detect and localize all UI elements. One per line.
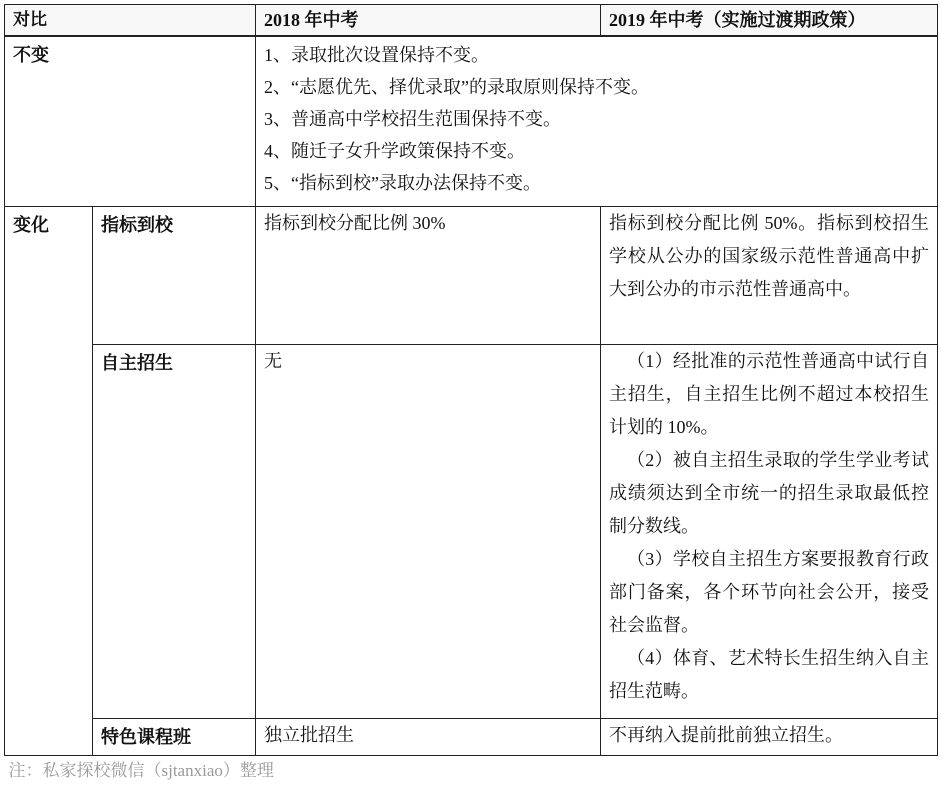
list-item: （4）体育、艺术特长生招生纳入自主招生范畴。 [609,647,929,701]
list-item: （1）经批准的示范性普通高中试行自主招生，自主招生比例不超过本校招生计划的 10%。 [609,350,929,437]
note-row [5,755,938,786]
unchanged-row [5,36,938,206]
header-compare: 对比 [5,5,256,37]
list-item: （3）学校自主招生方案要报教育行政部门备案，各个环节向社会公开，接受社会监督。 [609,548,929,635]
unchanged-label: 不变 [5,36,256,206]
changed-label: 变化 [5,206,93,755]
cell-2019-quota: 指标到校分配比例 50%。指标到校招生学校从公办的国家级示范性普通高中扩大到公办的市示范性普通高中。 [601,206,938,344]
unchanged-items-cell [256,36,938,206]
row-label-special-course: 特色课程班 [93,718,256,755]
comparison-table [4,4,938,786]
table-row [5,344,938,718]
list-item: 5、“指标到校”录取办法保持不变。 [264,173,541,193]
cell-2019-special-course: 不再纳入提前批前独立招生。 [601,718,938,755]
list-item: 1、录取批次设置保持不变。 [264,45,489,65]
cell-2018-quota: 指标到校分配比例 30% [256,206,601,344]
header-2018: 2018 年中考 [256,5,601,37]
header-2019: 2019 年中考（实施过渡期政策） [601,5,938,37]
row-label-quota: 指标到校 [93,206,256,344]
list-item: （2）被自主招生录取的学生学业考试成绩须达到全市统一的招生录取最低控制分数线。 [609,449,929,536]
row-label-self-enrollment: 自主招生 [93,344,256,718]
policy-comparison-document [4,4,937,786]
cell-2019-self-enrollment [601,344,938,718]
list-item: 2、“志愿优先、择优录取”的录取原则保持不变。 [264,77,649,97]
table-row [5,718,938,755]
cell-2018-self-enrollment: 无 [256,344,601,718]
list-item: 4、随迁子女升学政策保持不变。 [264,141,525,161]
list-item: 3、普通高中学校招生范围保持不变。 [264,109,561,129]
table-row [5,206,938,344]
source-note: 注：私家探校微信（sjtanxiao）整理 [5,755,938,786]
cell-2018-special-course: 独立批招生 [256,718,601,755]
table-header-row [5,5,938,37]
